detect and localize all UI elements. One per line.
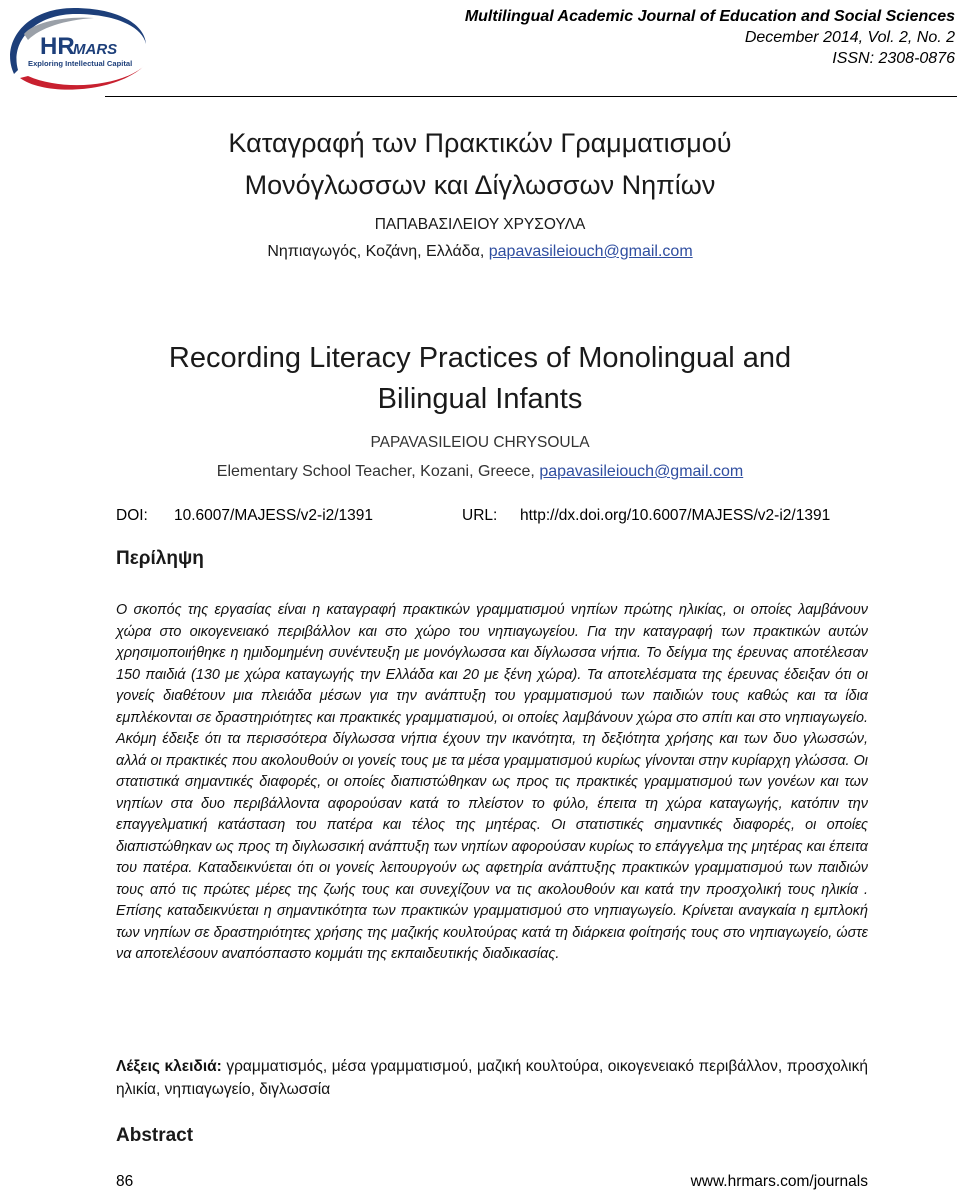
doi-label: DOI: bbox=[116, 507, 148, 524]
doi-value[interactable]: 10.6007/MAJESS/v2-i2/1391 bbox=[174, 507, 374, 524]
page-number: 86 bbox=[116, 1173, 134, 1190]
english-abstract-heading: Abstract bbox=[116, 1125, 194, 1146]
greek-title-line2: Μονόγλωσσων και Δίγλωσσων Νηπίων bbox=[244, 170, 716, 200]
journal-name: Multilingual Academic Journal of Education and Social Sciences bbox=[464, 8, 955, 25]
greek-email-link[interactable]: papavasileiouch@gmail.com bbox=[488, 243, 693, 260]
greek-affiliation bbox=[0, 241, 960, 263]
greek-abstract-heading: Περίληψη bbox=[116, 548, 204, 569]
greek-title-line1: Καταγραφή των Πρακτικών Γραμματισμού bbox=[228, 128, 732, 158]
url-label: URL: bbox=[462, 507, 498, 524]
greek-abstract-text: Ο σκοπός της εργασίας είναι η καταγραφή πρακτικών γραμματισμού νηπίων πρώτης ηλικίας, οι οποίες λαμβάνουν χώρα στο οικογενειακό περιβάλλον και στο χώρο του νηπιαγωγείου. Για την καταγραφή των πρακτικών αυτών χρησιμοποιήθηκε η ημιδομημένη συνέντευξη με μονόγλωσσα και δίγλωσσα νήπια. Το δείγμα της έρευνας αποτέλεσαν 150 παιδιά (130 με χώρα καταγωγής την Ελλάδα και 20 με ξένη χώρα). Τα αποτελέσματα της έρευνας έδειξαν ότι οι γονείς διαθέτουν μια πλειάδα μέσων για την ανάπτυξη του γραμματισμού των παιδιών τους καθώς και τα ίδια εμπλέκονται σε δραστηριότητες και πρακτικές γραμματισμού, οι οποίες λαμβάνουν χώρα στο σπίτι και στο νηπιαγωγείο. Ακόμη έδειξε ότι τα περισσότερα δίγλωσσα νήπια έχουν την ικανότητα, τη δεξιότητα χρήσης και των δυο γλωσσών, αλλά οι πρακτικές που ακολουθούν οι γονείς τους με τα μέσα γραμματισμού κυρίως γίνονται στην κυρίαρχη γλώσσα. Οι στατιστικά σημαντικές διαφορές, οι οποίες διαπιστώθηκαν ως προς τις πρακτικές γραμματισμού των γονέων και των νηπίων στα δυο περιβάλλοντα αφορούσαν κατά το πλείστον το φύλο, έπειτα τη χώρα καταγωγής, κατόπιν την επαγγελματική κατάσταση του πατέρα και τέλος της μητέρας. Οι στατιστικές σημαντικές διαφορές, οι οποίες διαπιστώθηκαν ως προς τη διγλωσσική ανάπτυξη των νηπίων αφορούσαν κυρίως το επάγγελμα της μητέρας και έπειτα του πατέρα. Καταδεικνύεται ότι οι γονείς λειτουργούν ως αφετηρία ανάπτυξης πρακτικών γραμματισμού των παιδιών τους από τις πρώτες μέρες της ζωής τους και συνεχίζουν να τις ακολουθούν και κατά την προσχολική τους ηλικία . Επίσης καταδεικνύεται η σημαντικότητα των πρακτικών γραμματισμού στο νηπιαγωγείο. Κρίνεται αναγκαία η εμπλοκή των νηπίων σε δραστηριότητες χρήσης της μαζικής κουλτούρας κατά τη διάρκεια φοίτησής τους στο νηπιαγωγείο, ώστε να αποτελέσουν αναπόσπαστο κομμάτι της εκπαιδευτικής διαδικασίας. bbox=[116, 602, 868, 962]
journal-issue: December 2014, Vol. 2, No. 2 bbox=[744, 29, 955, 46]
greek-author: ΠΑΠΑΒΑΣΙΛΕΙΟΥ ΧΡΥΣΟΥΛΑ bbox=[374, 216, 586, 233]
logo-brand-text: HR bbox=[40, 33, 75, 60]
greek-affiliation-text: Νηπιαγωγός, Κοζάνη, Ελλάδα, bbox=[267, 243, 489, 260]
english-title-line2: Bilingual Infants bbox=[377, 383, 583, 415]
hrmars-logo bbox=[4, 4, 150, 96]
footer-website[interactable]: www.hrmars.com/journals bbox=[690, 1173, 868, 1190]
svg-text:MARS: MARS bbox=[73, 41, 118, 58]
english-affiliation bbox=[0, 461, 960, 483]
english-email-link[interactable]: papavasileiouch@gmail.com bbox=[539, 463, 744, 480]
logo-tagline-text: Exploring Intellectual Capital bbox=[28, 59, 133, 68]
header-divider bbox=[105, 96, 957, 97]
english-author: PAPAVASILEIOU CHRYSOULA bbox=[370, 434, 590, 451]
keywords-text: γραμματισμός, μέσα γραμματισμού, μαζική κουλτούρα, οικογενειακό περιβάλλον, προσχολική ηλικία, νηπιαγωγείο, διγλωσσία bbox=[116, 1058, 869, 1098]
hrmars-logo-graphic bbox=[4, 4, 150, 96]
english-title bbox=[0, 338, 960, 420]
english-title-line1: Recording Literacy Practices of Monolingual and bbox=[168, 342, 792, 374]
english-affiliation-text: Elementary School Teacher, Kozani, Greece, bbox=[216, 463, 540, 480]
keywords-label: Λέξεις κλειδιά: bbox=[116, 1058, 222, 1075]
keywords bbox=[116, 1055, 868, 1101]
greek-title bbox=[0, 122, 960, 206]
journal-header bbox=[465, 6, 955, 69]
url-value[interactable]: http://dx.doi.org/10.6007/MAJESS/v2-i2/1391 bbox=[520, 507, 831, 524]
journal-issn: ISSN: 2308-0876 bbox=[832, 50, 955, 67]
